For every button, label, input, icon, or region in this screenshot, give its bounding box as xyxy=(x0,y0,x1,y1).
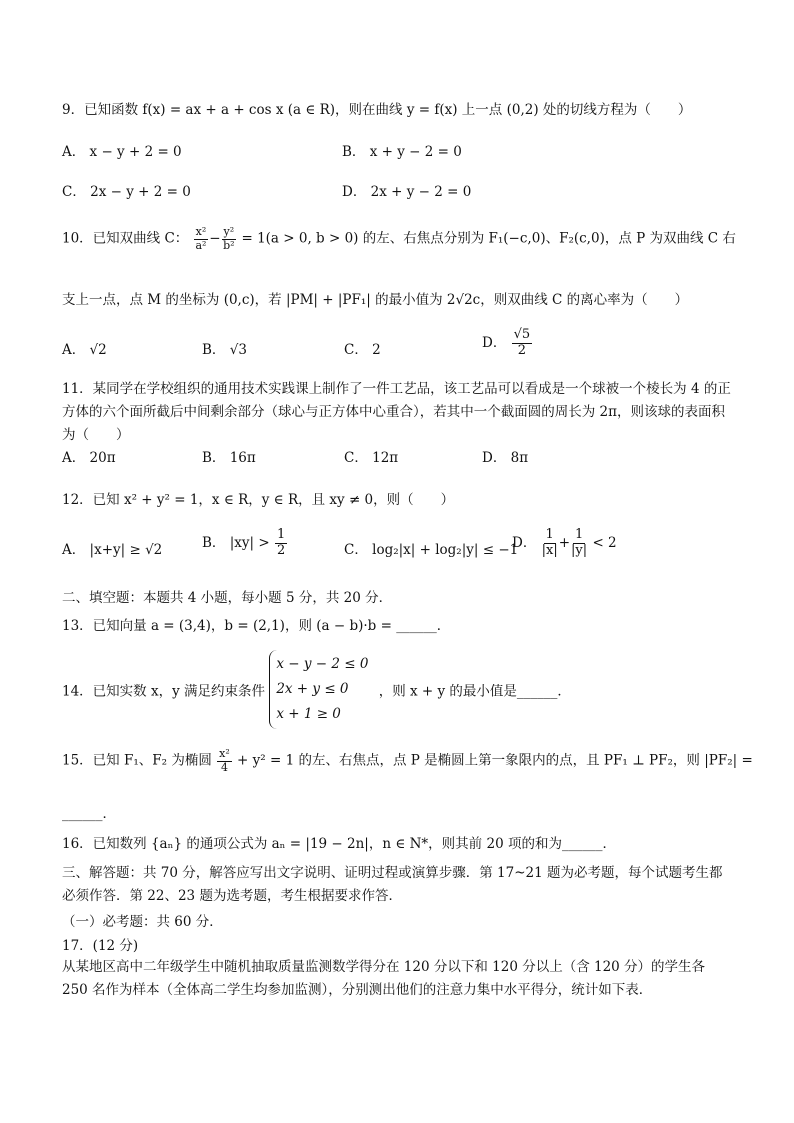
question-14: 14．已知实数 x，y 满足约束条件 x − y − 2 ≤ 0 2x + y ≤ 0 x + 1 ≥ 0 ，则 x + y 的最小值是______． xyxy=(62,650,571,729)
q12-option-b: B． |xy| > $\frac{1}{2}$ xyxy=(202,527,286,558)
q12-option-a: A． |x+y| ≥ √2 xyxy=(62,542,163,558)
q10-option-a: A． √2 xyxy=(62,342,107,358)
question-11: 11．某同学在学校组织的通用技术实践课上制作了一件工艺品，该工艺品可以看成是一个球被一个棱长为 4 的正方体的六个面所截后中间剩余部分（球心与正方体中心重合），若其中一个截面圆的周长为 2π，则该球的表面积为（ ） xyxy=(62,381,731,443)
question-17-heading: 17．(12 分) xyxy=(62,938,139,954)
q9-option-a: A． x − y + 2 = 0 xyxy=(62,144,182,160)
q12-option-c: C． log₂|x| + log₂|y| ≤ −1 xyxy=(344,542,519,558)
q10-option-c: C． 2 xyxy=(344,342,381,358)
q11-option-a: A． 20π xyxy=(62,450,116,466)
fraction-x2-a2: $\frac{\text{x²}}{\text{a²}}$ xyxy=(195,225,207,252)
question-15-line2: ______． xyxy=(62,806,116,822)
q9-option-d: D． 2x + y − 2 = 0 xyxy=(342,184,472,200)
section-3-heading: 三、解答题：共 70 分，解答应写出文字说明、证明过程或演算步骤．第 17~21 题为必考题，每个试题考生都必须作答．第 22、23 题为选考题，考生根据要求作答． xyxy=(62,865,723,904)
q9-option-b: B． x + y − 2 = 0 xyxy=(342,144,462,160)
q9-option-c: C． 2x − y + 2 = 0 xyxy=(62,184,191,200)
q11-option-d: D． 8π xyxy=(482,450,529,466)
question-16: 16．已知数列 {aₙ} 的通项公式为 aₙ = |19 − 2n|，n ∈ N*，则其前 20 项的和为______． xyxy=(62,836,616,852)
constraint-system: x − y − 2 ≤ 0 2x + y ≤ 0 x + 1 ≥ 0 xyxy=(269,650,374,729)
section-2-heading: 二、填空题：本题共 4 小题，每小题 5 分，共 20 分． xyxy=(62,590,393,606)
question-9: 9．已知函数 f(x) = ax + a + cos x (a ∈ R)，则在曲线 y = f(x) 上一点 (0,2) 处的切线方程为（ ） xyxy=(62,102,692,118)
question-12: 12．已知 x² + y² = 1，x ∈ R，y ∈ R，且 xy ≠ 0，则（ ） xyxy=(62,492,455,508)
question-10-line2: 支上一点，点 M 的坐标为 (0,c)，若 |PM| + |PF₁| 的最小值为 2√2c，则双曲线 C 的离心率为（ ） xyxy=(62,292,689,308)
question-10: 10．已知双曲线 C： $\frac{\text{x²}}{\text{a²}}$ − $\frac{\text{y²}}{\text{b²}}$ = 1(a > 0, b > 0) 的左、右焦点分别为 F₁(−c,0)、F₂(c,0)，点 P 为双曲线 C 右 xyxy=(62,225,736,252)
fraction-y2-b2: $\frac{\text{y²}}{\text{b²}}$ xyxy=(223,225,235,252)
question-13: 13．已知向量 a = (3,4)，b = (2,1)，则 (a − b)·b = ______． xyxy=(62,618,451,634)
q12-option-d: D． $\frac{1}{|x|}$ + $\frac{1}{|y|}$ < 2 xyxy=(512,527,617,558)
q10-option-d: D． $\frac{√5}{2}$ xyxy=(482,327,531,358)
q10-option-b: B． √3 xyxy=(202,342,247,358)
subsection-required: （一）必考题：共 60 分． xyxy=(62,914,223,930)
question-15: 15．已知 F₁、F₂ 为椭圆 $\frac{\text{x²}}{4}$ + y² = 1 的左、右焦点，点 P 是椭圆上第一象限内的点，且 PF₁ ⊥ PF₂，则 |PF₂| = xyxy=(62,747,753,774)
q11-option-b: B． 16π xyxy=(202,450,256,466)
q11-option-c: C． 12π xyxy=(344,450,399,466)
question-17-body: 从某地区高中二年级学生中随机抽取质量监测数学得分在 120 分以下和 120 分以上（含 120 分）的学生各 250 名作为样本（全体高二学生均参加监测），分别测出他们的注意力集中水平得分，统计如下表． xyxy=(62,959,706,998)
